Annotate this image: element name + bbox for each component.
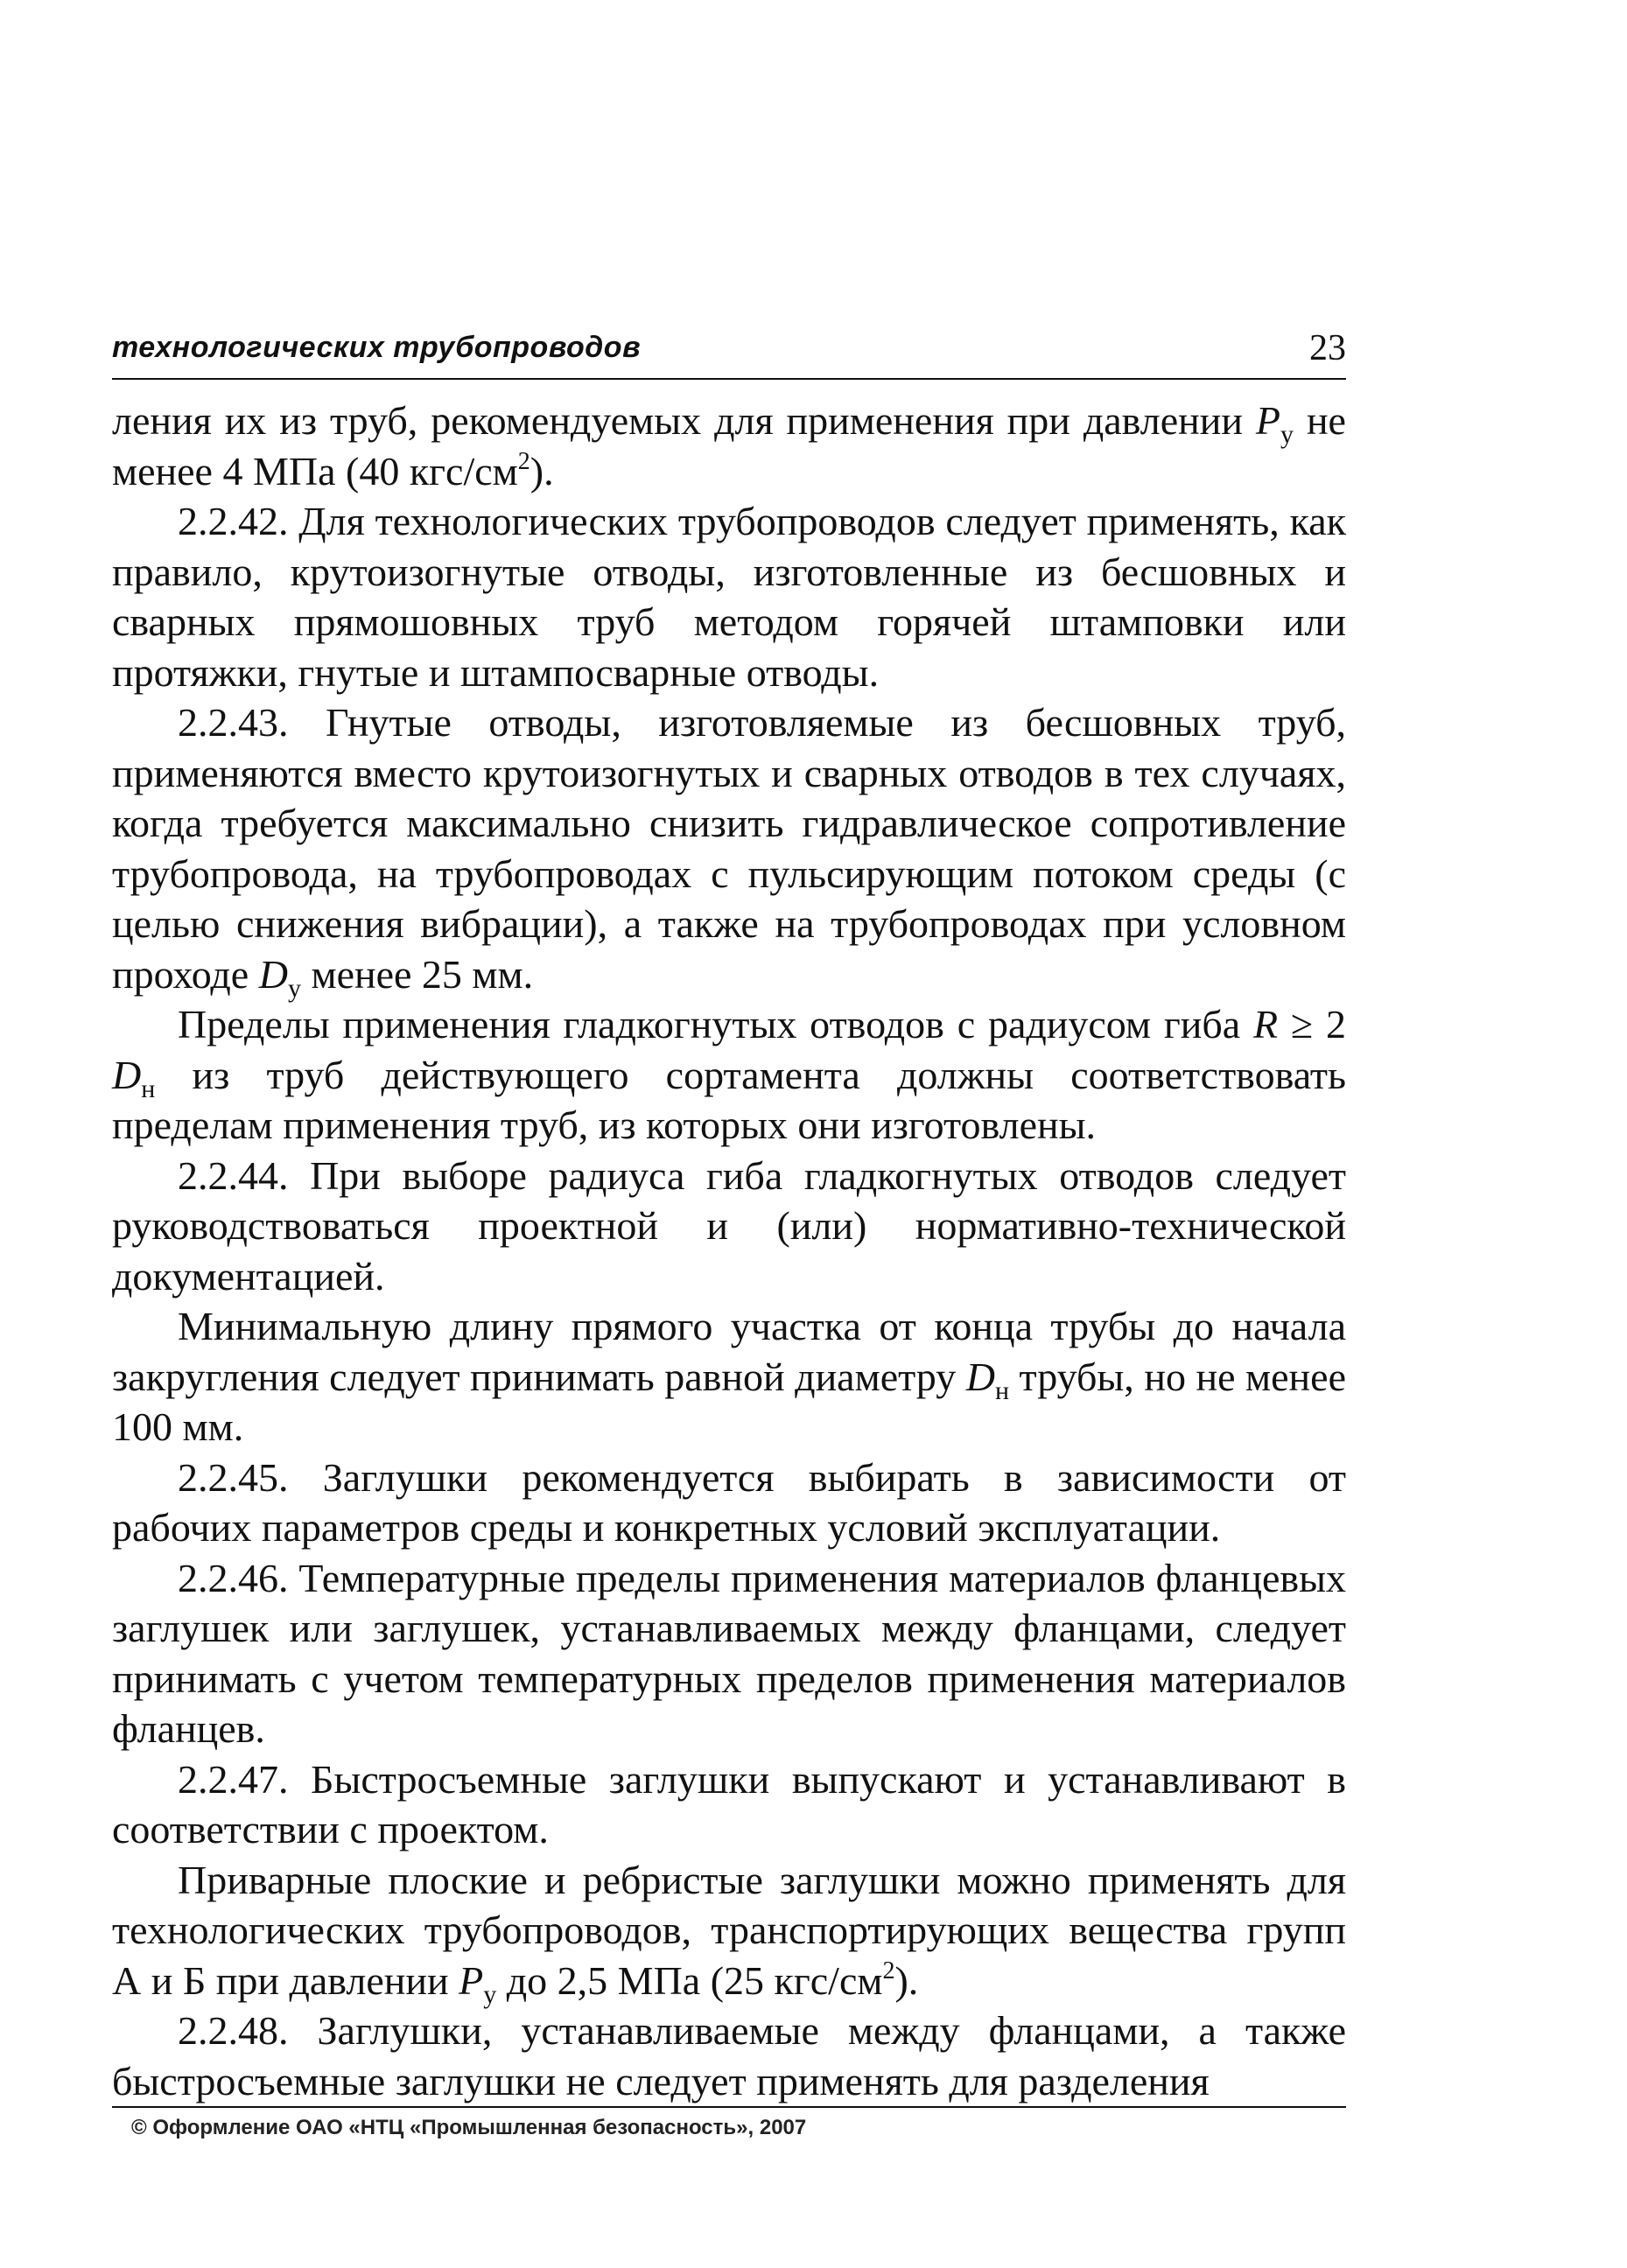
page-number: 23 [1309, 328, 1346, 368]
copyright-footer: © Оформление ОАО «НТЦ «Промышленная безопасность», 2007 [131, 2116, 807, 2139]
body-text [112, 396, 1346, 2106]
paragraph-welded-plugs: Приварные плоские и ребристые заглушки можно применять для технологических трубопроводов, транспортирующих вещества групп А и Б при давлении $P_у$ до 2,5 МПа (25 кгс/$см^2$). [112, 1857, 1346, 2009]
paragraph-bend-limits: Пределы применения гладкогнутых отводов с радиусом гиба R ≥ 2 $D_н$ из труб действующего сортамента должны соответствовать пределам применения труб, из которых они изготовлены. [112, 1002, 1347, 1147]
paragraph-2-2-46: 2.2.46. Температурные пределы применения материалов фланцевых заглушек или заглушек, устанавливаемых между фланцами, следует принимать с учетом температурных пределов применения материалов фланцев. [112, 1555, 1346, 1751]
paragraph-2-2-44: 2.2.44. При выборе радиуса гиба гладкогнутых отводов следует руководствоваться проектной и (или) нормативно-технической документацией. [112, 1152, 1346, 1298]
paragraph-2-2-45: 2.2.45. Заглушки рекомендуется выбирать в зависимости от рабочих параметров среды и конкретных условий эксплуатации. [112, 1454, 1346, 1550]
paragraph-continuation: ления их из труб, рекомендуемых для применения при давлении $P_у$ не менее 4 МПа (40 кгс/$см^2$). [112, 398, 1346, 494]
paragraph-2-2-42: 2.2.42. Для технологических трубопроводов следует применять, как правило, крутоизогнутые отводы, изготовленные из бесшовных и сварных прямошовных труб методом горячей штамповки или протяжки, гнутые и штампосварные отводы. [112, 499, 1346, 695]
paragraph-min-length: Минимальную длину прямого участка от конца трубы до начала закругления следует принимать равной диаметру $D_н$ трубы, но не менее 100 мм. [112, 1304, 1347, 1449]
paragraph-2-2-47: 2.2.47. Быстросъемные заглушки выпускают и устанавливают в соответствии с проектом. [112, 1756, 1346, 1852]
paragraph-2-2-43: 2.2.43. Гнутые отводы, изготовляемые из бесшовных труб, применяются вместо крутоизогнутых и сварных отводов в тех случаях, когда требуется максимально снизить гидравлическое сопротивление трубопровода, на трубопроводах с пульсирующим потоком среды (с целью снижения вибрации), а также на трубопроводах при условном проходе $D_у$ менее 25 мм. [112, 700, 1346, 1003]
paragraph-2-2-48: 2.2.48. Заглушки, устанавливаемые между фланцами, а также быстросъемные заглушки не следует применять для разделения [112, 2008, 1346, 2104]
running-header [112, 326, 1346, 380]
running-title: технологических трубопроводов [112, 331, 642, 364]
footer-divider [112, 2106, 1346, 2108]
